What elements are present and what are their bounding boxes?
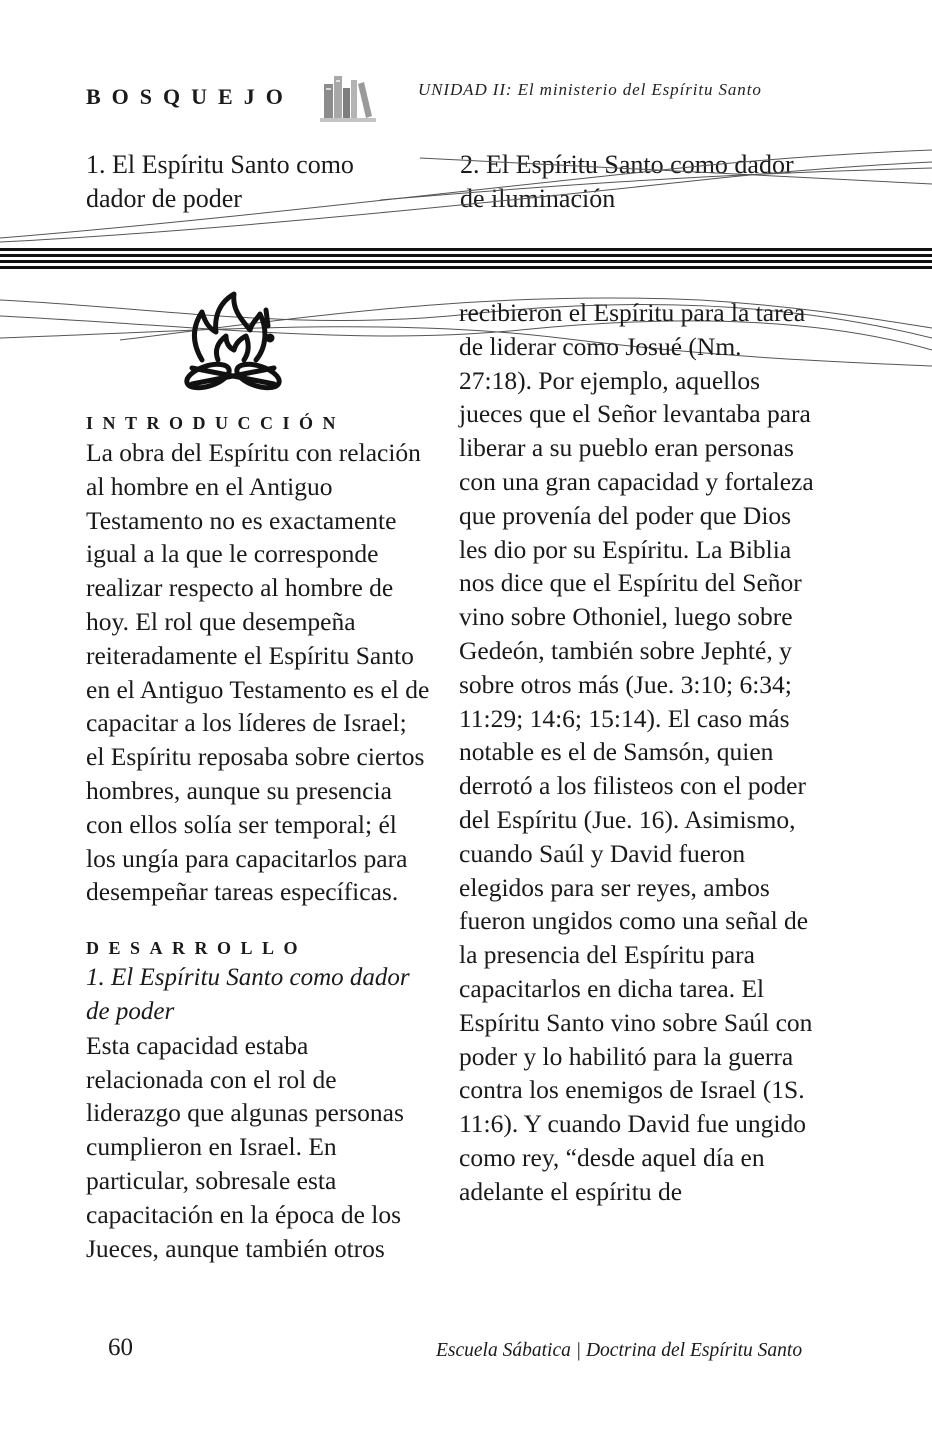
left-column (86, 410, 431, 1265)
development-paragraph-right: recibieron el Espíritu para la tarea de liderar como Josué (Nm. 27:18). Por ejemplo, aquellos jueces que el Señor levantaba para liberar a su pueblo eran personas con una gran capacidad y fortaleza que provenía del poder que Dios les dio por su Espíritu. La Biblia nos dice que el Espíritu del Señor vino sobre Othoniel, luego sobre Gedeón, también sobre Jephté, y sobre otros más (Jue. 3:10; 6:34; 11:29; 14:6; 15:14). El caso más notable es el de Samsón, quien derrotó a los filisteos con el poder del Espíritu (Jue. 16). Asimismo, cuando Saúl y David fueron elegidos para ser reyes, ambos fueron ungidos como una señal de la presencia del Espíritu para capacitarlos en dicha tarea. El Espíritu Santo vino sobre Saúl con poder y lo habilitó para la guerra contra los enemigos de Israel (1S. 11:6). Y cuando David fue ungido como rey, “desde aquel día en adelante el espíritu de (459, 298, 814, 1206)
books-icon (320, 70, 376, 126)
development-heading: DESARROLLO (86, 938, 308, 959)
introduction-heading: INTRODUCCIÓN (86, 413, 346, 433)
page-number: 60 (108, 1334, 133, 1361)
introduction-paragraph: La obra del Espíritu con relación al hombre en el Antiguo Testamento no es exactamente igual a la que le corresponde realizar respecto al hombre de hoy. El rol que desempeña reiteradamente el Espíritu Santo en el Antiguo Testamento es el de capacitar a los líderes de Israel; el Espíritu reposaba sobre ciertos hombres, aunque su presencia con ellos solía ser temporal; él los ungía para capacitarlos para desempeñar tareas específicas. (86, 438, 430, 907)
development-subheading: 1. El Espíritu Santo como dador de poder (86, 964, 410, 1025)
right-column (459, 296, 814, 1209)
outline-item-1: 1. El Espíritu Santo como dador de poder (86, 150, 354, 213)
section-label-bosquejo: BOSQUEJO (86, 84, 294, 109)
campfire-icon (172, 290, 294, 402)
development-paragraph-left: Esta capacidad estaba relacionada con el rol de liderazgo que algunas personas cumplieron en Israel. En particular, sobresale esta capacitación en la época de los Jueces, aunque también otros (86, 1030, 404, 1263)
outline-item-2: 2. El Espíritu Santo como dador de iluminación (460, 150, 794, 213)
footer-publication-title: Escuela Sábatica | Doctrina del Espíritu Santo (436, 1340, 803, 1361)
unit-title: UNIDAD II: El ministerio del Espíritu Santo (418, 80, 762, 99)
